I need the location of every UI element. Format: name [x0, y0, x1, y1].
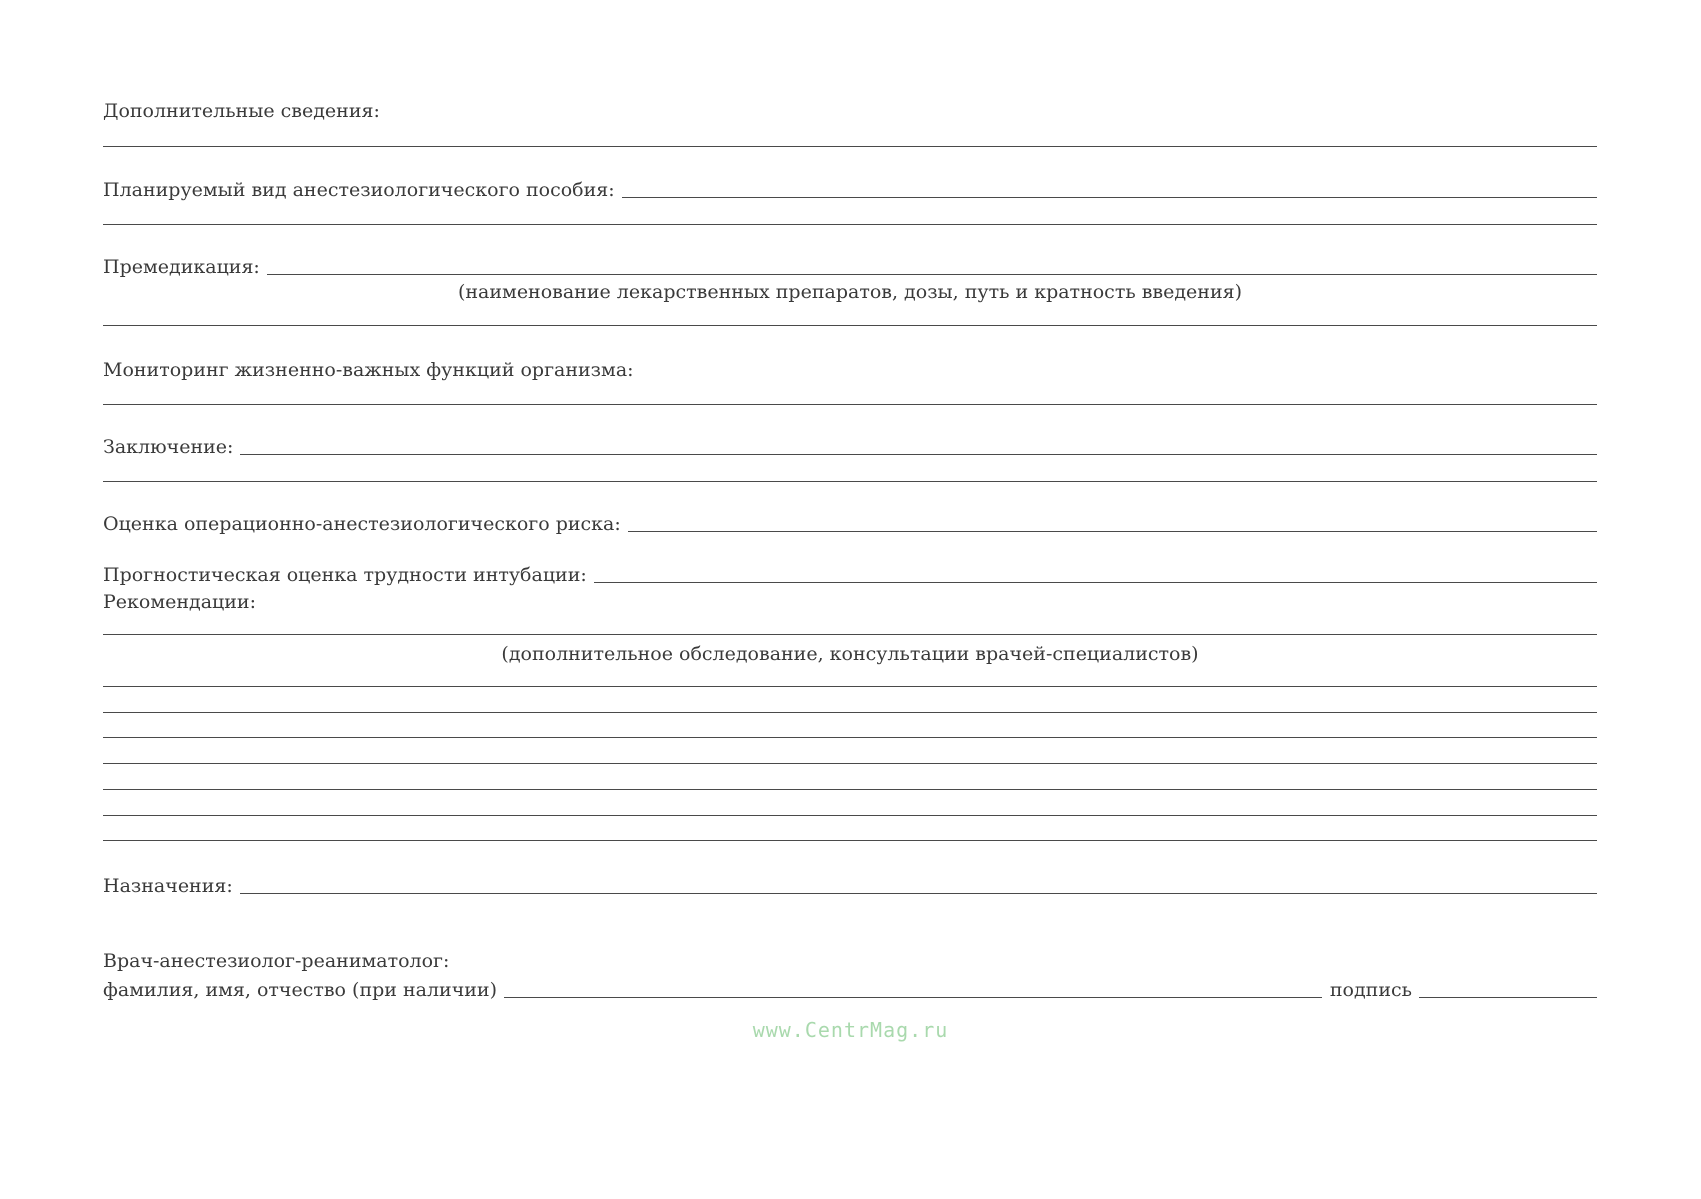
recommendations-line[interactable] [103, 789, 1597, 790]
prescriptions-field[interactable] [240, 893, 1597, 894]
intubation-label: Прогностическая оценка трудности интубации: [103, 564, 587, 586]
doctor-name-label: фамилия, имя, отчество (при наличии) [103, 979, 497, 1001]
monitoring-field[interactable] [103, 404, 1597, 405]
intubation-row [103, 560, 1597, 586]
prescriptions-label: Назначения: [103, 875, 233, 897]
recommendations-label: Рекомендации: [103, 591, 257, 613]
additional-info-field[interactable] [103, 146, 1597, 147]
risk-label: Оценка операционно-анестезиологического риска: [103, 513, 621, 535]
doctor-name-field[interactable] [504, 997, 1322, 998]
monitoring-label: Мониторинг жизненно-важных функций организма: [103, 359, 634, 381]
recommendations-line[interactable] [103, 686, 1597, 687]
risk-row [103, 509, 1597, 535]
conclusion-field[interactable] [240, 454, 1597, 455]
recommendations-line[interactable] [103, 712, 1597, 713]
watermark-text: www.CentrMag.ru [752, 1018, 949, 1042]
recommendations-line[interactable] [103, 763, 1597, 764]
prescriptions-row [103, 871, 1597, 897]
premedication-label: Премедикация: [103, 256, 260, 278]
signature-field[interactable] [1419, 997, 1597, 998]
conclusion-field-extra[interactable] [103, 481, 1597, 482]
conclusion-label: Заключение: [103, 436, 234, 458]
recommendations-line[interactable] [103, 737, 1597, 738]
premedication-field[interactable] [267, 274, 1597, 275]
premedication-field-extra[interactable] [103, 325, 1597, 326]
risk-field[interactable] [628, 531, 1597, 532]
conclusion-row [103, 432, 1597, 458]
recommendations-caption: (дополнительное обследование, консультации врачей-специалистов) [501, 643, 1199, 665]
doctor-label: Врач-анестезиолог-реаниматолог: [103, 950, 450, 972]
signature-label: подпись [1329, 979, 1412, 1001]
intubation-field[interactable] [594, 582, 1597, 583]
recommendations-line[interactable] [103, 815, 1597, 816]
planned-anesthesia-row [103, 175, 1597, 201]
additional-info-label: Дополнительные сведения: [103, 100, 380, 122]
recommendations-field[interactable] [103, 634, 1597, 635]
planned-anesthesia-label: Планируемый вид анестезиологического пособия: [103, 179, 615, 201]
premedication-row [103, 252, 1597, 278]
planned-anesthesia-field[interactable] [622, 197, 1597, 198]
recommendations-line[interactable] [103, 840, 1597, 841]
doctor-signature-row [103, 975, 1597, 1001]
premedication-caption: (наименование лекарственных препаратов, дозы, путь и кратность введения) [457, 281, 1243, 303]
planned-anesthesia-field-extra[interactable] [103, 224, 1597, 225]
